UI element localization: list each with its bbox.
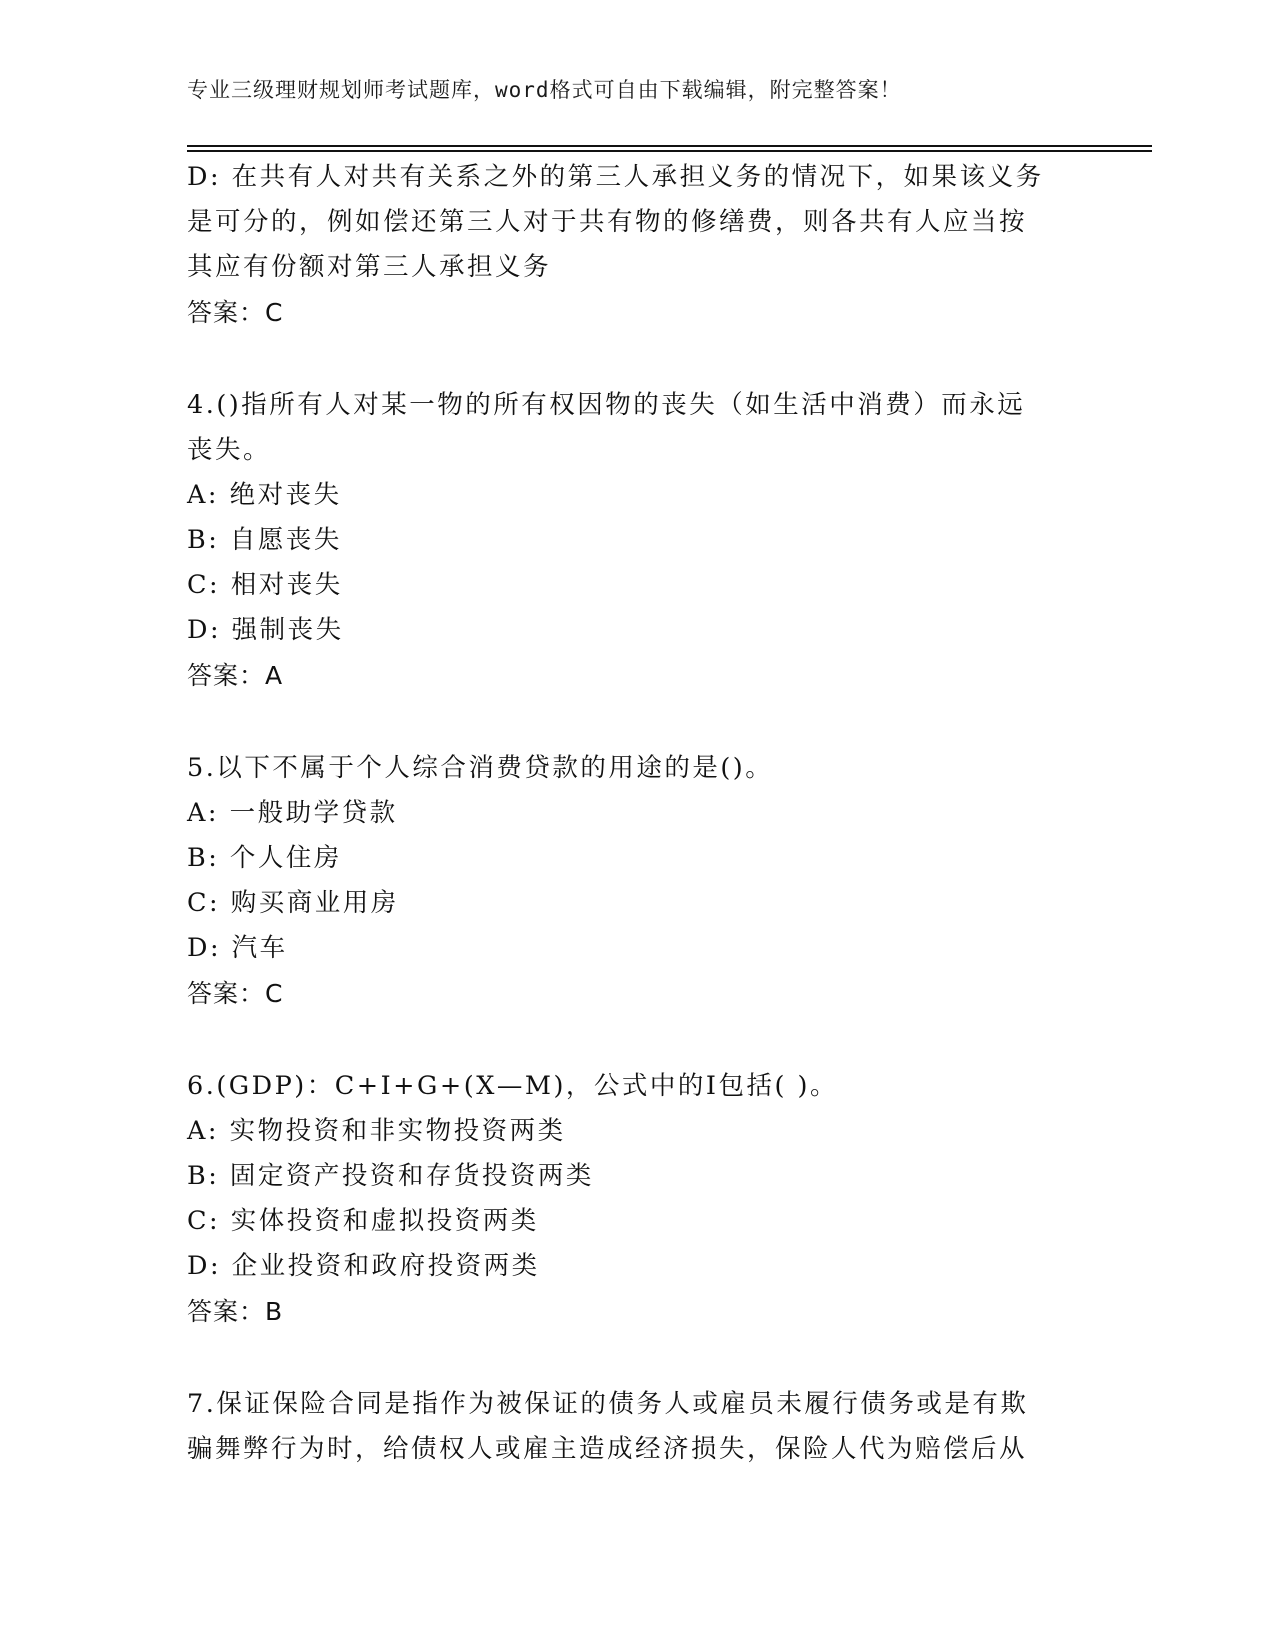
answer-q3: 答案：C: [187, 298, 284, 327]
option-d: D: 强制丧失: [187, 615, 344, 645]
option-a: A: 实物投资和非实物投资两类: [187, 1116, 566, 1146]
answer-q6: 答案：B: [187, 1297, 284, 1326]
question-3-tail: [187, 155, 1067, 335]
option-d-line-1: D: 在共有人对共有关系之外的第三人承担义务的情况下，如果该义务: [187, 162, 1044, 192]
option-a: A: 一般助学贷款: [187, 798, 398, 828]
question-content: [187, 155, 1067, 1472]
header-rule-top: [187, 145, 1152, 147]
option-d: D: 企业投资和政府投资两类: [187, 1251, 540, 1281]
option-b: B: 自愿丧失: [187, 525, 342, 555]
spacer: [187, 1016, 1067, 1064]
question-stem-line-1: 7.保证保险合同是指作为被保证的债务人或雇员未履行债务或是有欺: [187, 1389, 1029, 1419]
option-b: B: 固定资产投资和存货投资两类: [187, 1161, 594, 1191]
option-d-line-2: 是可分的，例如偿还第三人对于共有物的修缮费，则各共有人应当按: [187, 207, 1028, 237]
option-c: C: 实体投资和虚拟投资两类: [187, 1206, 539, 1236]
spacer: [187, 698, 1067, 746]
option-d-line-3: 其应有份额对第三人承担义务: [187, 252, 552, 282]
option-b: B: 个人住房: [187, 843, 342, 873]
spacer: [187, 1334, 1067, 1382]
option-c: C: 相对丧失: [187, 570, 343, 600]
answer-q5: 答案：C: [187, 979, 284, 1008]
spacer: [187, 335, 1067, 383]
option-a: A: 绝对丧失: [187, 480, 342, 510]
answer-q4: 答案：A: [187, 661, 284, 690]
question-6: [187, 1064, 1067, 1334]
question-stem: 6.(GDP)：C+I+G+(X—M)，公式中的I包括( )。: [187, 1071, 838, 1101]
question-5: [187, 746, 1067, 1016]
header-rule-bottom: [187, 150, 1152, 152]
question-4: [187, 383, 1067, 698]
page-header: 专业三级理财规划师考试题库，word格式可自由下载编辑，附完整答案！: [187, 78, 902, 102]
question-stem-line-1: 4.()指所有人对某一物的所有权因物的丧失（如生活中消费）而永远: [187, 390, 1026, 420]
question-stem-line-2: 骗舞弊行为时，给债权人或雇主造成经济损失，保险人代为赔偿后从: [187, 1434, 1028, 1464]
question-stem-line-2: 丧失。: [187, 435, 272, 465]
option-d: D: 汽车: [187, 933, 288, 963]
question-stem: 5.以下不属于个人综合消费贷款的用途的是()。: [187, 753, 774, 783]
option-c: C: 购买商业用房: [187, 888, 399, 918]
question-7: [187, 1382, 1067, 1472]
